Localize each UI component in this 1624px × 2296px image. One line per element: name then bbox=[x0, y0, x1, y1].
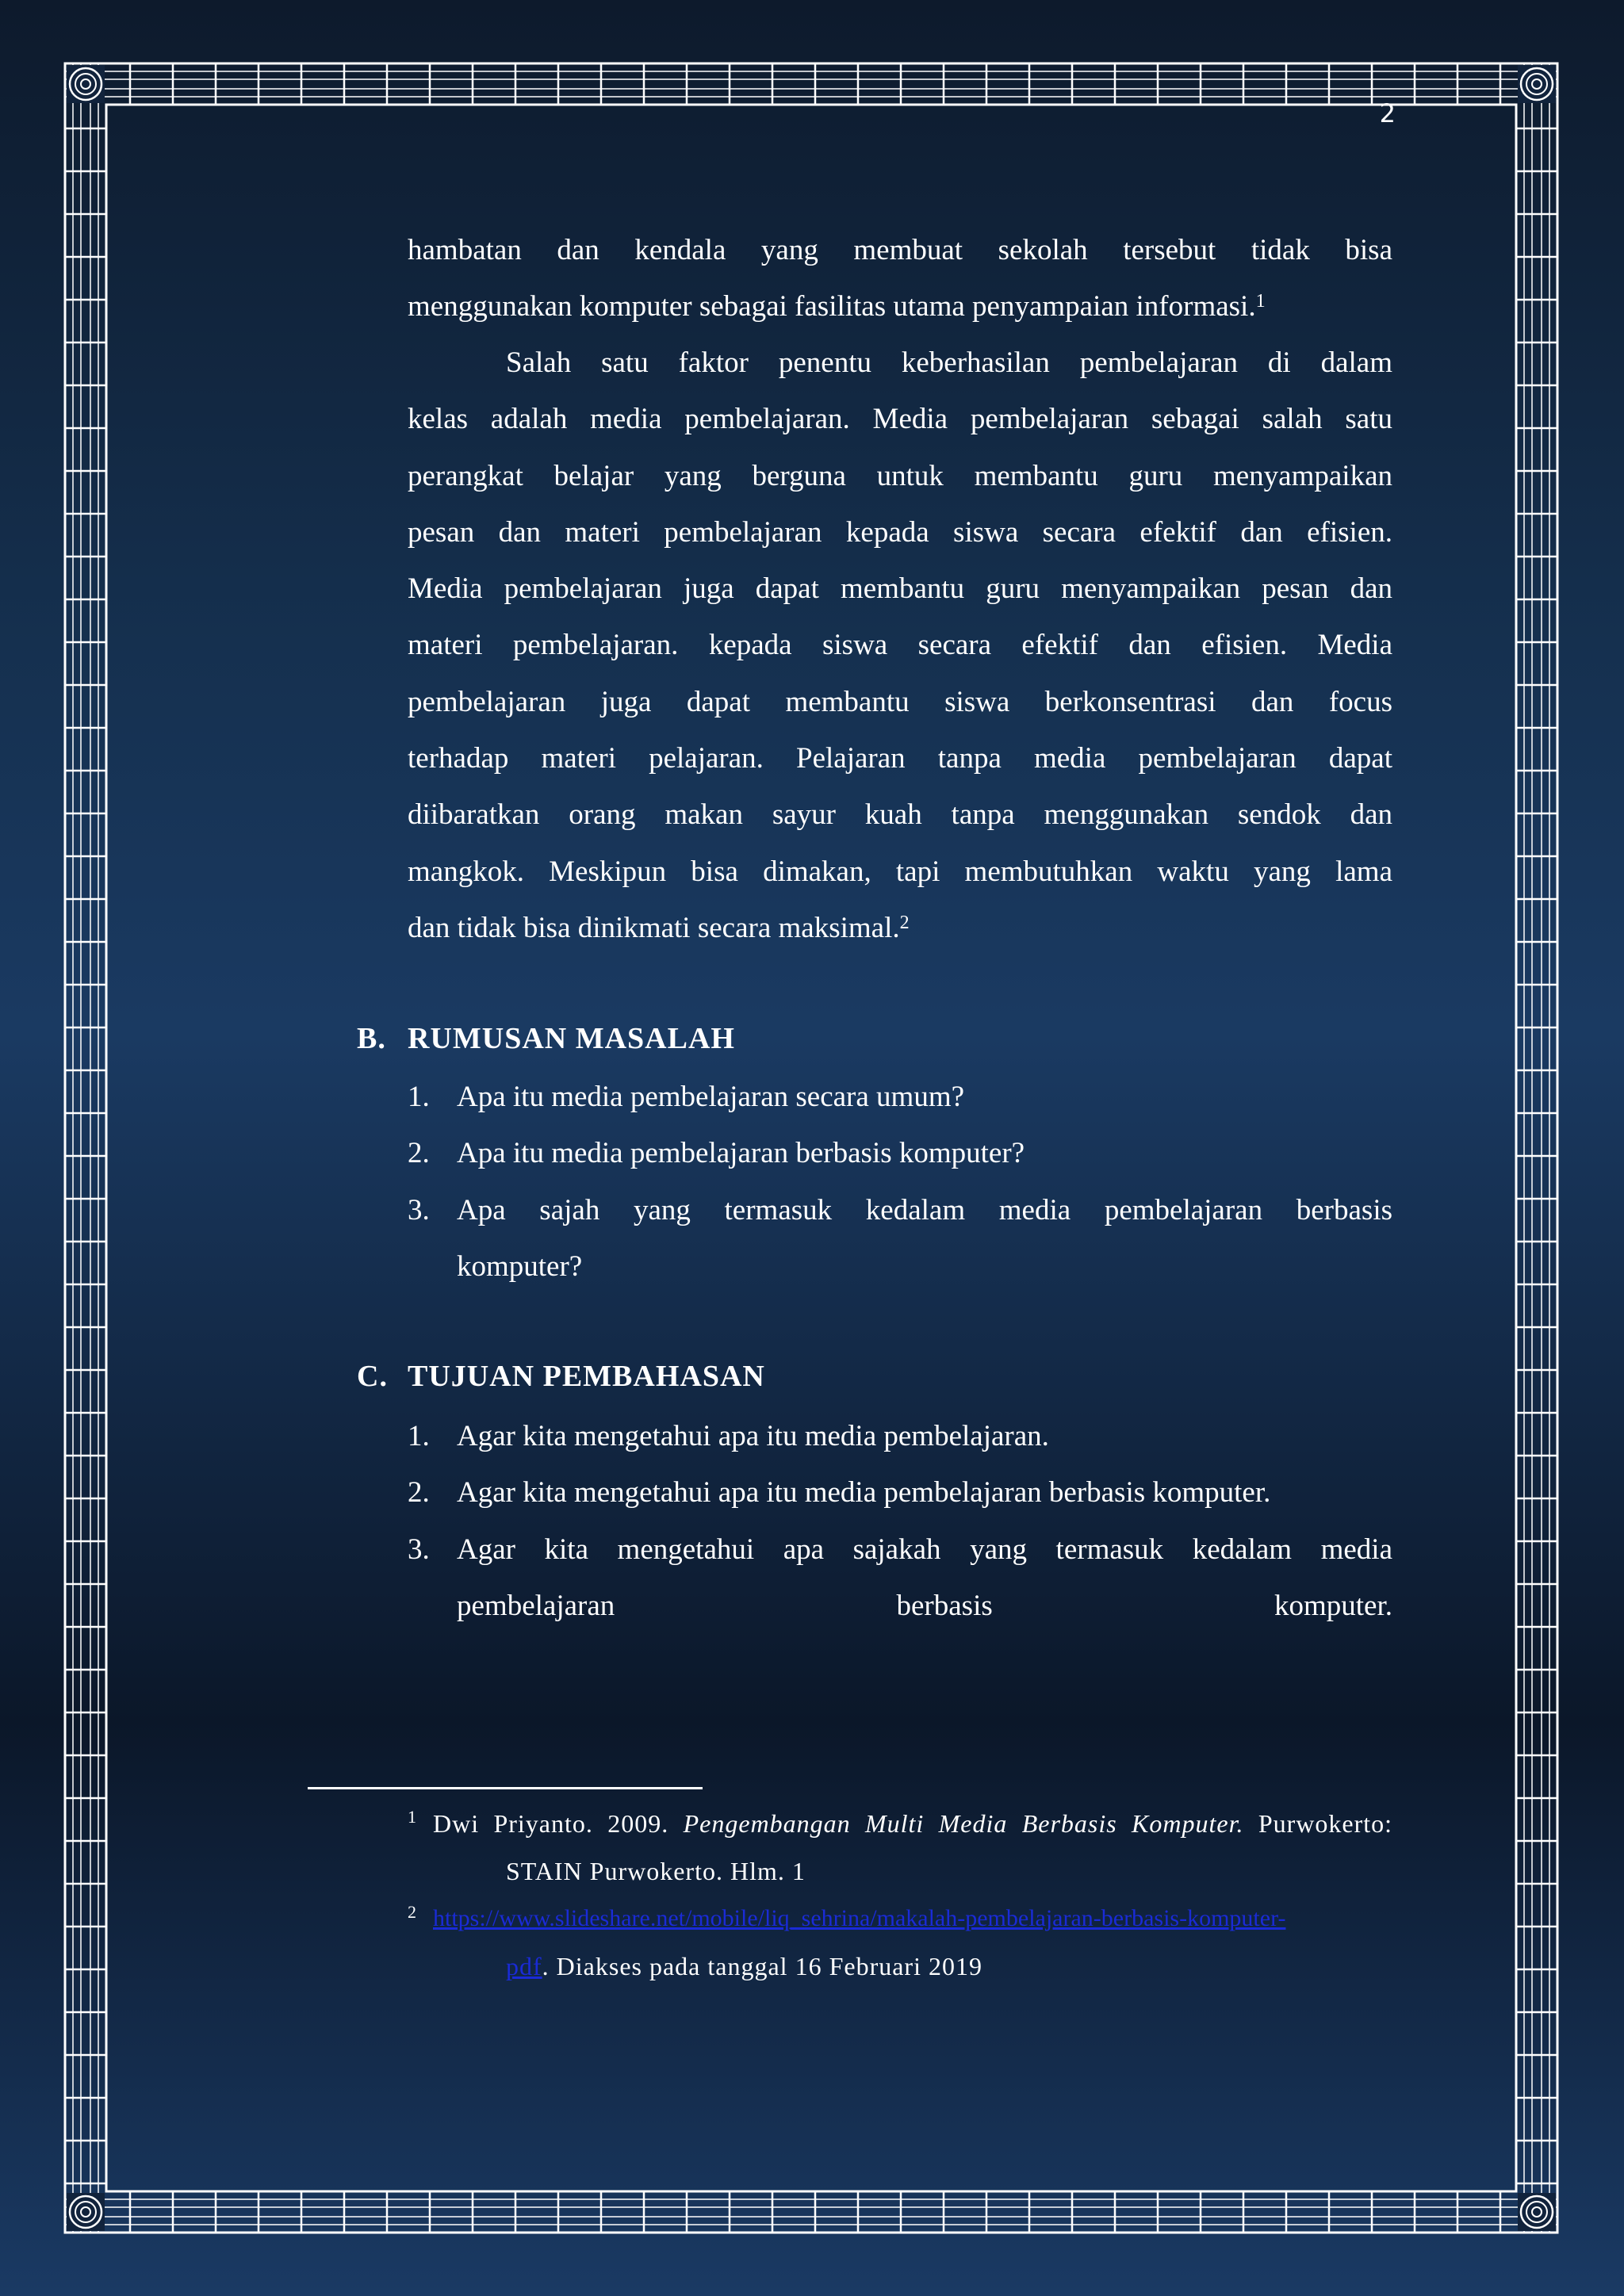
paragraph-line: mangkok. Meskipun bisa dimakan, tapi membutuhkan waktu yang lama bbox=[408, 855, 1392, 888]
list-item bbox=[408, 1069, 1392, 1125]
footnote-2 bbox=[408, 1895, 1392, 1990]
item-text: Agar kita mengetahui apa itu media pembelajaran berbasis komputer. bbox=[457, 1476, 1271, 1510]
corner-ornament-background bbox=[1518, 65, 1556, 103]
source-link[interactable]: https://www.slideshare.net/mobile/liq_sehrina/makalah-pembelajaran-berbasis-komputer- bbox=[433, 1905, 1286, 1931]
footnote-ref-2[interactable]: 2 bbox=[899, 912, 910, 933]
footnote-link-line bbox=[408, 1895, 1392, 1942]
item-text: Apa itu media pembelajaran secara umum? bbox=[457, 1081, 965, 1113]
paragraph-line: materi pembelajaran. kepada siswa secara efektif dan efisien. Media bbox=[408, 629, 1392, 662]
footnote-book-title: Pengembangan Multi Media Berbasis Komputer. bbox=[683, 1809, 1244, 1838]
section-letter: C. bbox=[357, 1360, 388, 1393]
intro-paragraph bbox=[408, 222, 1392, 335]
section-c-list bbox=[408, 1408, 1392, 1634]
intro-line: hambatan dan kendala yang membuat sekolah tersebut tidak bisa bbox=[408, 234, 1392, 266]
item-text: Apa itu media pembelajaran berbasis komputer? bbox=[457, 1137, 1025, 1170]
section-title: RUMUSAN MASALAH bbox=[408, 1022, 735, 1055]
paragraph-line: pesan dan materi pembelajaran kepada siswa secara efektif dan efisien. bbox=[408, 515, 1392, 549]
source-link-continued[interactable]: pdf bbox=[506, 1952, 542, 1980]
corner-ornament-background bbox=[1518, 2193, 1556, 2231]
paragraph-line: kelas adalah media pembelajaran. Media pembelajaran sebagai salah satu bbox=[408, 403, 1392, 436]
item-number: 1. bbox=[408, 1420, 430, 1452]
list-item bbox=[408, 1521, 1392, 1635]
paragraph-line: diibaratkan orang makan sayur kuah tanpa menggunakan sendok dan bbox=[408, 798, 1392, 832]
list-item bbox=[408, 1464, 1392, 1521]
list-item bbox=[408, 1408, 1392, 1464]
corner-ornament-background bbox=[67, 65, 105, 103]
footnote-1 bbox=[408, 1800, 1392, 1895]
section-b-heading bbox=[357, 1021, 735, 1056]
footnotes bbox=[408, 1800, 1392, 1990]
item-text: Agar kita mengetahui apa sajakah yang termasuk kedalam media bbox=[457, 1533, 1392, 1566]
footnote-separator bbox=[308, 1787, 703, 1789]
item-text: Agar kita mengetahui apa itu media pembelajaran. bbox=[457, 1420, 1049, 1452]
item-text: komputer? bbox=[457, 1249, 583, 1283]
section-c-heading bbox=[357, 1359, 765, 1394]
paragraph-line: terhadap materi pelajaran. Pelajaran tanpa media pembelajaran dapat bbox=[408, 742, 1392, 775]
section-b-list bbox=[408, 1069, 1392, 1295]
body-paragraph bbox=[408, 335, 1392, 956]
section-title: TUJUAN PEMBAHASAN bbox=[408, 1360, 765, 1393]
paragraph-line: pembelajaran juga dapat membantu siswa berkonsentrasi dan focus bbox=[408, 685, 1392, 718]
footnote-mark: 2 bbox=[408, 1902, 416, 1922]
footnote-accessed-line: pdf. Diakses pada tanggal 16 Februari 2019 bbox=[506, 1952, 982, 1980]
section-letter: B. bbox=[357, 1022, 386, 1055]
footnote-citation: Dwi Priyanto. 2009. Pengembangan Multi Media Berbasis Komputer. Purwokerto: bbox=[433, 1809, 1393, 1838]
paragraph-line: Salah satu faktor penentu keberhasilan pembelajaran di dalam bbox=[506, 346, 1392, 379]
footnote-ref-1[interactable]: 1 bbox=[1255, 291, 1266, 312]
item-number: 2. bbox=[408, 1476, 430, 1510]
list-item bbox=[408, 1125, 1392, 1181]
paragraph-line: dan tidak bisa dinikmati secara maksimal.$^2$ bbox=[408, 911, 910, 944]
paragraph-line: perangkat belajar yang berguna untuk membantu guru menyampaikan bbox=[408, 459, 1392, 492]
footnote-mark: 1 bbox=[408, 1807, 416, 1827]
item-number: 3. bbox=[408, 1193, 430, 1226]
item-text: Apa sajah yang termasuk kedalam media pembelajaran berbasis bbox=[457, 1193, 1392, 1226]
list-item bbox=[408, 1182, 1392, 1295]
item-number: 2. bbox=[408, 1137, 430, 1170]
item-number: 1. bbox=[408, 1081, 430, 1113]
paragraph-line: Media pembelajaran juga dapat membantu guru menyampaikan pesan dan bbox=[408, 572, 1392, 606]
item-number: 3. bbox=[408, 1533, 430, 1566]
page-number: 2 bbox=[1379, 98, 1396, 128]
intro-line: menggunakan komputer sebagai fasilitas utama penyampaian informasi.$^1$ bbox=[408, 290, 1266, 323]
footnote-continuation: STAIN Purwokerto. Hlm. 1 bbox=[506, 1857, 806, 1885]
item-text: pembelajaran berbasis komputer. bbox=[457, 1589, 1392, 1622]
corner-ornament-background bbox=[67, 2193, 105, 2231]
